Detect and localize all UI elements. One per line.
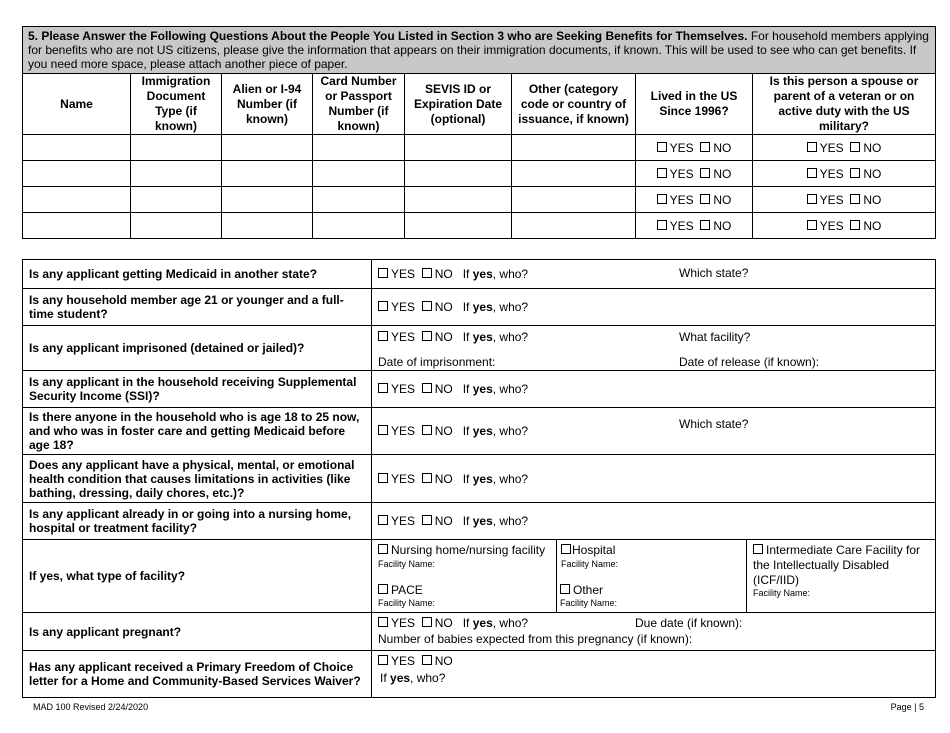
col-other: Other (category code or country of issuance, if known) bbox=[512, 74, 636, 135]
q6-text: Does any applicant have a physical, mental, or emotional health condition that causes limitations in activities (like bathing, dressing, daily chores, etc.)? bbox=[23, 455, 372, 503]
sevis-cell[interactable] bbox=[405, 213, 512, 239]
q7-answer bbox=[372, 503, 936, 540]
card-number-cell[interactable] bbox=[313, 135, 405, 161]
other-cell[interactable] bbox=[512, 161, 636, 187]
question-row bbox=[23, 651, 936, 698]
q3-release-label: Date of release (if known): bbox=[679, 355, 820, 369]
section5-heading bbox=[23, 27, 936, 74]
q2-answer bbox=[372, 289, 936, 326]
no-checkbox[interactable] bbox=[422, 383, 432, 393]
no-checkbox[interactable] bbox=[422, 268, 432, 278]
lived-us-cell bbox=[636, 161, 753, 187]
if-label: If bbox=[380, 671, 391, 685]
no-label: NO bbox=[713, 218, 732, 233]
q5-answer bbox=[372, 408, 936, 455]
if-label: If bbox=[462, 330, 473, 344]
pace-label: PACE bbox=[391, 582, 423, 597]
no-label: NO bbox=[434, 267, 453, 281]
q10-answer bbox=[372, 651, 936, 698]
col-alien-number: Alien or I-94 Number (if known) bbox=[222, 74, 313, 135]
nursing-label: Nursing home/nursing facility bbox=[391, 543, 546, 557]
yes-label: YES bbox=[819, 192, 844, 207]
yes-checkbox[interactable] bbox=[378, 515, 388, 525]
q1-text: Is any applicant getting Medicaid in another state? bbox=[23, 260, 372, 289]
who-label: , who? bbox=[410, 671, 446, 685]
other-label: Other bbox=[573, 582, 604, 597]
yes-label: YES bbox=[669, 166, 694, 181]
name-cell[interactable] bbox=[23, 161, 131, 187]
no-checkbox[interactable] bbox=[422, 515, 432, 525]
yes-word: yes bbox=[472, 471, 493, 486]
yes-word: yes bbox=[472, 424, 493, 438]
col-immigration-doc-type: Immigration Document Type (if known) bbox=[131, 74, 222, 135]
facility-name-label: Facility Name: bbox=[560, 597, 618, 608]
pace-checkbox[interactable] bbox=[378, 584, 388, 594]
yes-word: yes bbox=[390, 671, 411, 685]
no-checkbox[interactable] bbox=[700, 168, 710, 178]
yes-word: yes bbox=[472, 514, 493, 528]
yes-checkbox[interactable] bbox=[657, 168, 667, 178]
icf-option bbox=[747, 540, 936, 613]
yes-label: YES bbox=[819, 218, 844, 233]
yes-word: yes bbox=[472, 330, 493, 344]
q9-text: Is any applicant pregnant? bbox=[23, 613, 372, 651]
if-label: If bbox=[462, 471, 473, 486]
pace-option bbox=[372, 577, 557, 613]
no-checkbox[interactable] bbox=[850, 220, 860, 230]
name-cell[interactable] bbox=[23, 187, 131, 213]
no-checkbox[interactable] bbox=[700, 220, 710, 230]
yes-label: YES bbox=[391, 514, 416, 528]
who-label: , who? bbox=[492, 267, 529, 281]
q10-yes-no bbox=[378, 654, 453, 668]
question-row bbox=[23, 408, 936, 455]
yes-checkbox[interactable] bbox=[378, 655, 388, 665]
yes-label: YES bbox=[391, 300, 416, 314]
name-cell[interactable] bbox=[23, 135, 131, 161]
no-checkbox[interactable] bbox=[850, 194, 860, 204]
who-label: , who? bbox=[492, 330, 529, 344]
lived-us-cell bbox=[636, 187, 753, 213]
lived-us-cell bbox=[636, 135, 753, 161]
table-row bbox=[23, 187, 936, 213]
no-label: NO bbox=[434, 654, 453, 668]
yes-label: YES bbox=[391, 654, 416, 668]
yes-label: YES bbox=[391, 382, 416, 396]
questions-table bbox=[22, 259, 936, 698]
nursing-checkbox[interactable] bbox=[378, 544, 388, 554]
sevis-cell[interactable] bbox=[405, 161, 512, 187]
q10-if-yes bbox=[380, 671, 445, 685]
question-row bbox=[23, 540, 936, 577]
table-row bbox=[23, 213, 936, 239]
table-row bbox=[23, 135, 936, 161]
doc-type-cell[interactable] bbox=[131, 187, 222, 213]
q6-answer bbox=[372, 455, 936, 503]
other-cell[interactable] bbox=[512, 187, 636, 213]
icf-label: Intermediate Care Facility for the Intellectually Disabled (ICF/IID) bbox=[753, 543, 921, 587]
q3-facility-label: What facility? bbox=[679, 330, 751, 344]
who-label: , who? bbox=[492, 514, 529, 528]
other-checkbox[interactable] bbox=[560, 584, 570, 594]
footer-page-number: Page | 5 bbox=[890, 702, 924, 712]
col-card-number: Card Number or Passport Number (if known) bbox=[313, 74, 405, 135]
hospital-option bbox=[557, 540, 747, 577]
if-label: If bbox=[462, 267, 473, 281]
who-label: , who? bbox=[492, 616, 529, 630]
card-number-cell[interactable] bbox=[313, 161, 405, 187]
sevis-cell[interactable] bbox=[405, 135, 512, 161]
yes-word: yes bbox=[472, 616, 493, 630]
other-option bbox=[557, 577, 747, 613]
no-label: NO bbox=[434, 471, 453, 486]
no-checkbox[interactable] bbox=[422, 473, 432, 483]
no-checkbox[interactable] bbox=[700, 142, 710, 152]
no-label: NO bbox=[713, 192, 732, 207]
no-label: NO bbox=[434, 424, 453, 438]
no-checkbox[interactable] bbox=[422, 331, 432, 341]
no-checkbox[interactable] bbox=[422, 617, 432, 627]
yes-word: yes bbox=[472, 382, 493, 396]
doc-type-cell[interactable] bbox=[131, 135, 222, 161]
doc-type-cell[interactable] bbox=[131, 161, 222, 187]
q10-text: Has any applicant received a Primary Freedom of Choice letter for a Home and Community-Based Services Waiver? bbox=[23, 651, 372, 698]
veteran-cell bbox=[753, 213, 936, 239]
question-row bbox=[23, 289, 936, 326]
col-sevis-id: SEVIS ID or Expiration Date (optional) bbox=[405, 74, 512, 135]
yes-label: YES bbox=[669, 140, 694, 155]
facility-name-label: Facility Name: bbox=[378, 559, 436, 569]
yes-label: YES bbox=[391, 267, 416, 281]
yes-checkbox[interactable] bbox=[378, 617, 388, 627]
no-label: NO bbox=[713, 166, 732, 181]
question-row bbox=[23, 326, 936, 371]
facility-name-label: Facility Name: bbox=[378, 597, 436, 608]
col-name: Name bbox=[23, 74, 131, 135]
col-veteran: Is this person a spouse or parent of a veteran or on active duty with the US military? bbox=[753, 74, 936, 135]
alien-number-cell[interactable] bbox=[222, 213, 313, 239]
other-cell[interactable] bbox=[512, 135, 636, 161]
yes-checkbox[interactable] bbox=[378, 301, 388, 311]
sevis-cell[interactable] bbox=[405, 187, 512, 213]
yes-checkbox[interactable] bbox=[807, 194, 817, 204]
question-row bbox=[23, 260, 936, 289]
yes-checkbox[interactable] bbox=[657, 220, 667, 230]
q4-answer bbox=[372, 371, 936, 408]
other-cell[interactable] bbox=[512, 213, 636, 239]
section5-heading-bold: 5. Please Answer the Following Questions About the People You Listed in Section 3 who are Seeking Benefits for Themselves. bbox=[28, 29, 748, 43]
q7-text: Is any applicant already in or going into a nursing home, hospital or treatment facility? bbox=[23, 503, 372, 540]
yes-word: yes bbox=[472, 267, 493, 281]
who-label: , who? bbox=[492, 471, 529, 486]
alien-number-cell[interactable] bbox=[222, 135, 313, 161]
section5-table bbox=[22, 26, 936, 239]
yes-checkbox[interactable] bbox=[378, 425, 388, 435]
q9-babies-label: Number of babies expected from this pregnancy (if known): bbox=[378, 632, 693, 646]
no-label: NO bbox=[863, 166, 882, 181]
veteran-cell bbox=[753, 187, 936, 213]
no-label: NO bbox=[713, 140, 732, 155]
no-label: NO bbox=[434, 616, 453, 630]
no-label: NO bbox=[863, 218, 882, 233]
no-label: NO bbox=[434, 382, 453, 396]
q3-date-label: Date of imprisonment: bbox=[378, 355, 496, 369]
name-cell[interactable] bbox=[23, 213, 131, 239]
if-label: If bbox=[462, 382, 473, 396]
card-number-cell[interactable] bbox=[313, 213, 405, 239]
yes-checkbox[interactable] bbox=[807, 168, 817, 178]
q8-text: If yes, what type of facility? bbox=[23, 540, 372, 613]
section5-heading-text: For household members applying for benefits who are not US citizens, please give the information that appears on their immigration documents, if known. This will be used to see who can get benefits. If you need more space, please attach another piece of paper. bbox=[28, 29, 929, 71]
question-row bbox=[23, 371, 936, 408]
hospital-label: Hospital bbox=[572, 543, 616, 557]
nursing-option bbox=[372, 540, 557, 577]
veteran-cell bbox=[753, 135, 936, 161]
yes-label: YES bbox=[391, 330, 416, 344]
table-row bbox=[23, 161, 936, 187]
q2-text: Is any household member age 21 or younger and a full-time student? bbox=[23, 289, 372, 326]
if-label: If bbox=[462, 514, 473, 528]
q9-answer bbox=[372, 613, 936, 651]
hospital-checkbox[interactable] bbox=[561, 544, 571, 554]
veteran-cell bbox=[753, 161, 936, 187]
q3-text: Is any applicant imprisoned (detained or jailed)? bbox=[23, 326, 372, 371]
q5-text: Is there anyone in the household who is age 18 to 25 now, and who was in foster care and getting Medicaid before age 18? bbox=[23, 408, 372, 455]
no-checkbox[interactable] bbox=[700, 194, 710, 204]
no-checkbox[interactable] bbox=[850, 142, 860, 152]
yes-label: YES bbox=[669, 192, 694, 207]
no-checkbox[interactable] bbox=[422, 301, 432, 311]
who-label: , who? bbox=[492, 382, 529, 396]
no-label: NO bbox=[863, 192, 882, 207]
yes-label: YES bbox=[819, 140, 844, 155]
if-label: If bbox=[462, 300, 473, 314]
footer-form-id: MAD 100 Revised 2/24/2020 bbox=[33, 702, 149, 712]
col-lived-us: Lived in the US Since 1996? bbox=[636, 74, 753, 135]
q4-text: Is any applicant in the household receiving Supplemental Security Income (SSI)? bbox=[23, 371, 372, 408]
if-label: If bbox=[462, 616, 473, 630]
yes-checkbox[interactable] bbox=[378, 268, 388, 278]
q3-answer bbox=[372, 326, 936, 371]
no-label: NO bbox=[434, 330, 453, 344]
alien-number-cell[interactable] bbox=[222, 187, 313, 213]
no-label: NO bbox=[434, 514, 453, 528]
alien-number-cell[interactable] bbox=[222, 161, 313, 187]
who-label: , who? bbox=[492, 424, 529, 438]
who-label: , who? bbox=[492, 300, 529, 314]
card-number-cell[interactable] bbox=[313, 187, 405, 213]
q9-yes-no bbox=[378, 616, 528, 630]
no-checkbox[interactable] bbox=[422, 425, 432, 435]
yes-label: YES bbox=[819, 166, 844, 181]
no-label: NO bbox=[863, 140, 882, 155]
yes-checkbox[interactable] bbox=[378, 383, 388, 393]
yes-label: YES bbox=[669, 218, 694, 233]
yes-label: YES bbox=[391, 616, 416, 630]
icf-checkbox[interactable] bbox=[753, 544, 763, 554]
q9-due-date-label: Due date (if known): bbox=[635, 616, 743, 630]
yes-checkbox[interactable] bbox=[807, 220, 817, 230]
yes-checkbox[interactable] bbox=[807, 142, 817, 152]
q5-which-state-label: Which state? bbox=[679, 417, 749, 431]
no-label: NO bbox=[434, 300, 453, 314]
facility-name-label: Facility Name: bbox=[561, 559, 619, 569]
question-row bbox=[23, 455, 936, 503]
yes-label: YES bbox=[391, 424, 416, 438]
yes-checkbox[interactable] bbox=[378, 473, 388, 483]
yes-checkbox[interactable] bbox=[378, 331, 388, 341]
question-row bbox=[23, 503, 936, 540]
question-row bbox=[23, 613, 936, 651]
q3-yes-no bbox=[378, 330, 528, 344]
yes-checkbox[interactable] bbox=[657, 142, 667, 152]
facility-name-label: Facility Name: bbox=[753, 588, 811, 598]
yes-label: YES bbox=[391, 471, 416, 486]
lived-us-cell bbox=[636, 213, 753, 239]
q1-answer bbox=[372, 260, 936, 289]
yes-checkbox[interactable] bbox=[657, 194, 667, 204]
if-label: If bbox=[462, 424, 473, 438]
no-checkbox[interactable] bbox=[850, 168, 860, 178]
yes-word: yes bbox=[472, 300, 493, 314]
no-checkbox[interactable] bbox=[422, 655, 432, 665]
doc-type-cell[interactable] bbox=[131, 213, 222, 239]
q1-which-state-label: Which state? bbox=[679, 266, 749, 280]
